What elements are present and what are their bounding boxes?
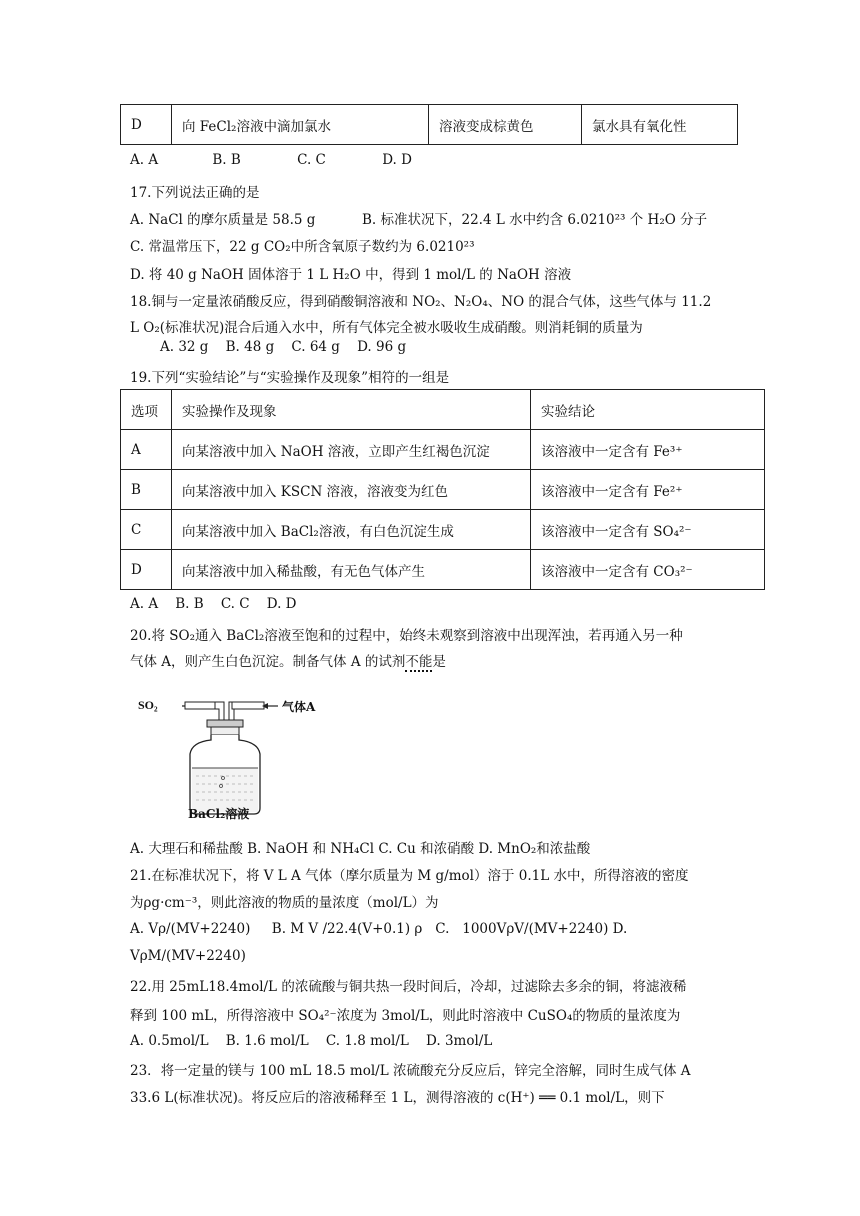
q16-answer-d[interactable]: D. D — [382, 152, 412, 168]
q20-line1: 20.将 SO₂通入 BaCl₂溶液至饱和的过程中，始终未观察到溶液中出现浑浊，若再通入另一种 — [130, 628, 683, 644]
q19-row-a-conc: 该溶液中一定含有 Fe³⁺ — [531, 430, 765, 470]
q19-row-b-op: 向某溶液中加入 KSCN 溶液，溶液变为红色 — [172, 470, 531, 510]
q23-line2: 33.6 L(标准状况)。将反应后的溶液稀释至 1 L，测得溶液的 c(H⁺) ══ 0.1 mol/L，则下 — [130, 1090, 665, 1106]
q22-line1: 22.用 25mL18.4mol/L 的浓硫酸与铜共热一段时间后，冷却，过滤除去多余的铜，将滤液稀 — [130, 979, 687, 995]
q21-line3[interactable]: A. Vρ/(MV+2240) B. M V /22.4(V+0.1) ρ C. 1000VρV/(MV+2240) D. — [130, 921, 628, 937]
table-row — [121, 510, 765, 550]
table-row — [121, 550, 765, 590]
q16-answer-b[interactable]: B. B — [212, 152, 241, 168]
table-row — [121, 470, 765, 510]
q19-header-conc: 实验结论 — [531, 390, 765, 430]
q16-table — [120, 104, 738, 145]
figure-label-so2: SO₂ — [138, 698, 158, 712]
q19-row-d-opt: D — [121, 550, 172, 590]
q19-row-d-op: 向某溶液中加入稀盐酸，有无色气体产生 — [172, 550, 531, 590]
q19-answers[interactable]: A. A B. B C. C D. D — [130, 596, 297, 612]
q19-row-a-opt: A — [121, 430, 172, 470]
q21-line1: 21.在标准状况下，将 V L A 气体（摩尔质量为 M g/mol）溶于 0.1L 水中，所得溶液的密度 — [130, 868, 689, 884]
q22-line2: 释到 100 mL，所得溶液中 SO₄²⁻浓度为 3mol/L，则此时溶液中 CuSO₄的物质的量浓度为 — [130, 1008, 681, 1024]
q19-row-c-opt: C — [121, 510, 172, 550]
q20-line2 — [130, 650, 446, 670]
q17-option-d[interactable]: D. 将 40 g NaOH 固体溶于 1 L H₂O 中，得到 1 mol/L 的 NaOH 溶液 — [130, 267, 572, 283]
q19-stem: 19.下列“实验结论”与“实验操作及现象”相符的一组是 — [130, 370, 450, 386]
q18-line1: 18.铜与一定量浓硝酸反应，得到硝酸铜溶液和 NO₂、N₂O₄、NO 的混合气体，这些气体与 11.2 — [130, 294, 712, 310]
q16-phen: 溶液变成棕黄色 — [429, 105, 582, 145]
q16-answer-c[interactable]: C. C — [297, 152, 326, 168]
q19-row-b-opt: B — [121, 470, 172, 510]
q19-table — [120, 389, 765, 590]
q16-op: 向 FeCl₂溶液中滴加氯水 — [172, 105, 429, 145]
q23-line1: 23．将一定量的镁与 100 mL 18.5 mol/L 浓硫酸充分反应后，锌完全溶解，同时生成气体 A — [130, 1063, 691, 1079]
q19-row-a-op: 向某溶液中加入 NaOH 溶液，立即产生红褐色沉淀 — [172, 430, 531, 470]
q20-line2-post: 是 — [432, 654, 446, 670]
q19-row-c-conc: 该溶液中一定含有 SO₄²⁻ — [531, 510, 765, 550]
q19-row-c-op: 向某溶液中加入 BaCl₂溶液，有白色沉淀生成 — [172, 510, 531, 550]
q17-option-c[interactable]: C. 常温常压下，22 g CO₂中所含氧原子数约为 6.0210²³ — [130, 239, 475, 255]
q21-line2: 为ρg·cm⁻³，则此溶液的物质的量浓度（mol/L）为 — [130, 895, 439, 911]
q17-stem: 17.下列说法正确的是 — [130, 185, 260, 201]
q19-row-b-conc: 该溶液中一定含有 Fe²⁺ — [531, 470, 765, 510]
q17-option-b[interactable]: B. 标准状况下，22.4 L 水中约含 6.0210²³ 个 H₂O 分子 — [362, 212, 708, 228]
q19-header-op: 实验操作及现象 — [172, 390, 531, 430]
figure-label-gas-a: 气体A — [282, 700, 316, 714]
q22-answers[interactable]: A. 0.5mol/L B. 1.6 mol/L C. 1.8 mol/L D. 3mol/L — [130, 1033, 493, 1049]
q18-answers[interactable]: A. 32 g B. 48 g C. 64 g D. 96 g — [160, 339, 407, 355]
q18-line2: L O₂(标准状况)混合后通入水中，所有气体完全被水吸收生成硝酸。则消耗铜的质量为 — [130, 320, 643, 336]
gas-bottle-figure — [132, 688, 332, 823]
q19-row-d-conc: 该溶液中一定含有 CO₃²⁻ — [531, 550, 765, 590]
q16-conc: 氯水具有氧化性 — [582, 105, 738, 145]
q16-answers — [130, 152, 412, 168]
table-row — [121, 430, 765, 470]
q20-emphasis: 不能 — [405, 654, 433, 670]
q20-line2-pre: 气体 A，则产生白色沉淀。制备气体 A 的试剂 — [130, 654, 406, 670]
q21-line4[interactable]: VρM/(MV+2240) — [130, 948, 246, 964]
q17-option-a[interactable]: A. NaCl 的摩尔质量是 58.5 g — [130, 212, 316, 228]
figure-label-bacl2: BaCl₂溶液 — [188, 807, 250, 821]
q19-header-opt: 选项 — [121, 390, 172, 430]
q16-answer-a[interactable]: A. A — [130, 152, 159, 168]
q20-answers[interactable]: A. 大理石和稀盐酸 B. NaOH 和 NH₄Cl C. Cu 和浓硝酸 D. MnO₂和浓盐酸 — [130, 841, 591, 857]
q16-opt: D — [121, 105, 172, 145]
